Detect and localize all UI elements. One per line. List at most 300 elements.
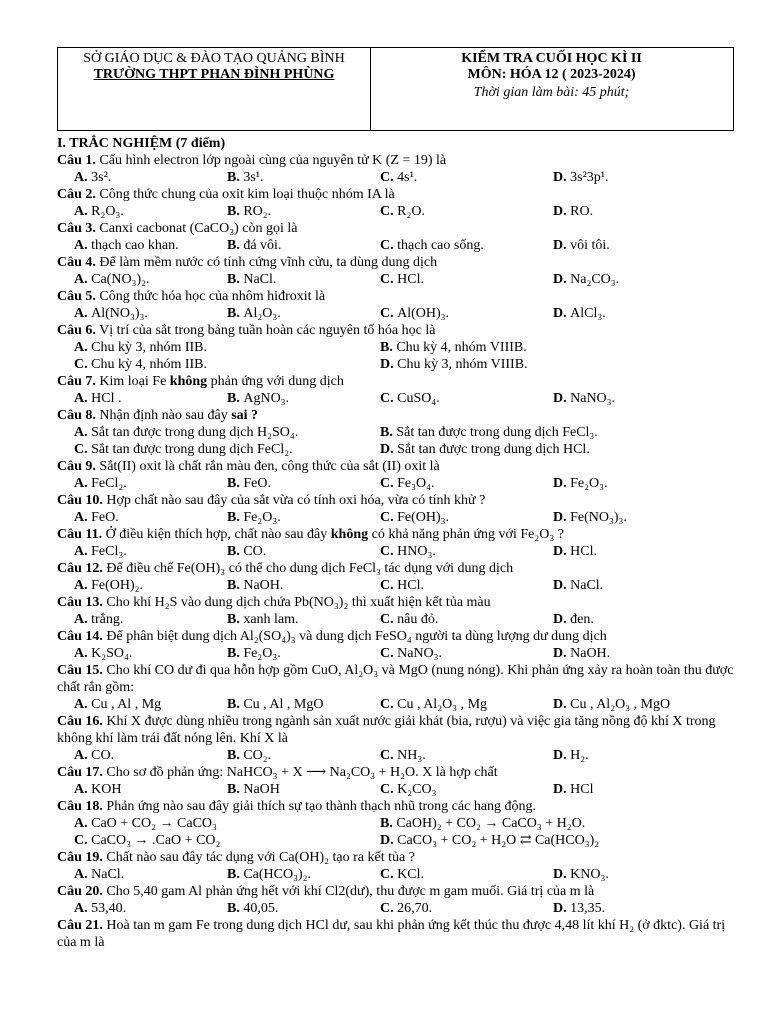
option-letter: C. xyxy=(380,782,398,797)
answer-row xyxy=(57,577,737,594)
answer-option-c[interactable] xyxy=(380,611,438,628)
option-letter: C. xyxy=(380,306,398,321)
option-letter: D. xyxy=(553,306,571,321)
answer-row xyxy=(57,645,737,662)
option-letter: A. xyxy=(74,748,92,763)
answer-option-a[interactable] xyxy=(74,424,298,441)
answer-option-a[interactable] xyxy=(74,169,111,186)
option-letter: C. xyxy=(380,867,398,882)
option-letter: A. xyxy=(74,697,92,712)
question-text: sai ? xyxy=(231,408,259,423)
question-stem xyxy=(57,917,737,951)
question-text: Cho 5,40 gam Al phản ứng hết với khí Cl2(dư), thu được m gam muối. Giá trị của m là xyxy=(102,884,595,899)
option-letter: B. xyxy=(380,425,397,440)
option-text: FeCl₃. xyxy=(91,544,127,559)
question-stem xyxy=(57,764,737,781)
option-letter: B. xyxy=(227,782,244,797)
question-text: Để làm mềm nước có tính cứng vĩnh cửu, ta dùng dung dịch xyxy=(95,255,438,270)
option-letter: D. xyxy=(553,272,571,287)
answer-option-a[interactable] xyxy=(74,747,114,764)
option-text: NaOH. xyxy=(243,578,284,593)
option-text: CaOH)₂ + CO₂ → CaCO₃ + H₂O. xyxy=(396,816,586,831)
answer-row xyxy=(57,475,737,492)
answer-row xyxy=(57,424,737,441)
question-text: phản ứng với dung dịch xyxy=(207,374,344,389)
option-letter: A. xyxy=(74,204,92,219)
option-text: R₂O. xyxy=(397,204,425,219)
answer-option-b[interactable] xyxy=(227,900,278,917)
option-letter: B. xyxy=(227,510,244,525)
option-text: 40,05. xyxy=(243,901,279,916)
option-text: NaCl. xyxy=(91,867,125,882)
answer-option-a[interactable] xyxy=(74,475,127,492)
answer-option-d[interactable] xyxy=(553,645,610,662)
option-text: 3s¹. xyxy=(243,170,264,185)
option-letter: C. xyxy=(74,833,92,848)
answer-row xyxy=(57,832,737,849)
answer-option-a[interactable] xyxy=(74,815,217,832)
option-letter: C. xyxy=(74,357,92,372)
answer-option-a[interactable] xyxy=(74,203,124,220)
answer-option-c[interactable] xyxy=(380,475,435,492)
option-text: Chu kỳ 3, nhóm VIIIB. xyxy=(397,357,528,372)
answer-option-d[interactable] xyxy=(553,747,589,764)
question-text: Để phân biệt dung dịch Al₂(SO₄)₃ và dung dịch FeSO₄ người ta dùng lượng dư dung dịch xyxy=(102,629,607,644)
option-letter: B. xyxy=(227,204,244,219)
question-stem xyxy=(57,526,737,543)
option-text: HCl xyxy=(570,782,594,797)
option-letter: C. xyxy=(380,170,398,185)
option-letter: A. xyxy=(74,578,92,593)
option-letter: B. xyxy=(227,544,244,559)
option-letter: A. xyxy=(74,612,92,627)
question-number: Câu 13. xyxy=(57,595,103,610)
option-letter: A. xyxy=(74,544,92,559)
question-number: Câu 20. xyxy=(57,884,103,899)
section-title: I. TRẮC NGHIỆM (7 điểm) xyxy=(57,136,226,151)
option-text: Al(NO₃)₃. xyxy=(91,306,148,321)
option-letter: D. xyxy=(380,442,398,457)
answer-row xyxy=(57,271,737,288)
answer-row xyxy=(57,356,737,373)
answer-row xyxy=(57,509,737,526)
answer-option-a[interactable] xyxy=(74,305,148,322)
question-number: Câu 3. xyxy=(57,221,96,236)
answer-row xyxy=(57,543,737,560)
question-number: Câu 12. xyxy=(57,561,103,576)
question-text: Để điều chế Fe(OH)₃ có thể cho dung dịch FeCl₃ tác dụng với dung dịch xyxy=(102,561,514,576)
answer-option-c[interactable] xyxy=(380,271,424,288)
option-text: K₂SO₄. xyxy=(91,646,133,661)
question-stem xyxy=(57,594,737,611)
answer-option-a[interactable] xyxy=(74,577,143,594)
option-text: Cu , Al₂O₃ , Mg xyxy=(397,697,488,712)
answer-option-c[interactable] xyxy=(380,645,442,662)
option-text: CO₂. xyxy=(243,748,272,763)
answer-option-c[interactable] xyxy=(74,832,220,849)
question-text: Vị trí của sắt trong bảng tuần hoàn các nguyên tố hóa học là xyxy=(95,323,436,338)
answer-row xyxy=(57,611,737,628)
question-number: Câu 18. xyxy=(57,799,103,814)
question-number: Câu 16. xyxy=(57,714,103,729)
question-stem xyxy=(57,798,737,815)
answer-option-d[interactable] xyxy=(553,169,608,186)
option-letter: B. xyxy=(227,612,244,627)
answer-option-c[interactable] xyxy=(380,543,436,560)
option-text: NaNO₃. xyxy=(570,391,616,406)
answer-option-c[interactable] xyxy=(380,390,440,407)
option-text: Chu kỳ 4, nhóm VIIIB. xyxy=(396,340,527,355)
answer-option-a[interactable] xyxy=(74,339,207,356)
option-text: AlCl₃. xyxy=(570,306,606,321)
answer-option-c[interactable] xyxy=(74,441,293,458)
question-stem xyxy=(57,883,737,900)
option-letter: A. xyxy=(74,170,92,185)
option-letter: D. xyxy=(553,238,571,253)
answer-option-d[interactable] xyxy=(553,271,619,288)
answer-option-c[interactable] xyxy=(380,169,417,186)
option-letter: C. xyxy=(380,476,398,491)
answer-option-d[interactable] xyxy=(553,577,603,594)
option-letter: C. xyxy=(380,238,398,253)
question-number: Câu 2. xyxy=(57,187,96,202)
question-number: Câu 6. xyxy=(57,323,96,338)
answer-option-d[interactable] xyxy=(553,900,605,917)
option-text: Cu , Al₂O₃ , MgO xyxy=(570,697,671,712)
option-text: xanh lam. xyxy=(243,612,299,627)
option-text: Fe(NO₃)₃. xyxy=(570,510,627,525)
option-text: Sắt tan được trong dung dịch HCl. xyxy=(397,442,590,457)
department-name: SỞ GIÁO DỤC & ĐÀO TẠO QUẢNG BÌNH xyxy=(83,51,345,66)
question-text: Cho khí H₂S vào dung dịch chứa Pb(NO₃)₂ thì xuất hiện kết tủa màu xyxy=(102,595,491,610)
option-text: thạch cao khan. xyxy=(91,238,179,253)
answer-option-d[interactable] xyxy=(553,305,606,322)
question-stem xyxy=(57,560,737,577)
question-text: Công thức hóa học của nhôm hiđroxit là xyxy=(95,289,326,304)
option-letter: B. xyxy=(227,272,244,287)
option-letter: D. xyxy=(553,544,571,559)
option-text: FeO. xyxy=(91,510,119,525)
answer-row xyxy=(57,305,737,322)
answer-option-c[interactable] xyxy=(380,509,449,526)
school-name: TRƯỜNG THPT PHAN ĐÌNH PHÙNG xyxy=(93,67,335,82)
option-letter: C. xyxy=(380,544,398,559)
question-stem xyxy=(57,713,737,747)
option-text: đen. xyxy=(570,612,594,627)
option-letter: B. xyxy=(227,476,244,491)
question-stem xyxy=(57,288,737,305)
option-text: CO. xyxy=(91,748,115,763)
question-number: Câu 14. xyxy=(57,629,103,644)
question-number: Câu 4. xyxy=(57,255,96,270)
question-text: Cho khí CO dư đi qua hỗn hợp gồm CuO, Al₂O₃ và MgO (nung nóng). Khi phản ứng xảy ra hoàn toàn thu được chất rắn gồm: xyxy=(57,663,734,695)
question-number: Câu 5. xyxy=(57,289,96,304)
option-letter: B. xyxy=(227,578,244,593)
option-letter: B. xyxy=(380,816,397,831)
question-number: Câu 7. xyxy=(57,374,96,389)
question-stem xyxy=(57,152,737,169)
answer-option-a[interactable] xyxy=(74,390,121,407)
answer-option-b[interactable] xyxy=(227,577,283,594)
answer-row xyxy=(57,815,737,832)
option-letter: A. xyxy=(74,306,92,321)
answer-row xyxy=(57,339,737,356)
answer-option-a[interactable] xyxy=(74,543,127,560)
answer-row xyxy=(57,696,737,713)
option-letter: A. xyxy=(74,476,92,491)
option-text: Al₂O₃. xyxy=(243,306,281,321)
question-text: Cấu hình electron lớp ngoài cùng của nguyên tử K (Z = 19) là xyxy=(95,153,447,168)
question-text: Công thức chung của oxit kim loại thuộc nhóm IA là xyxy=(95,187,395,202)
answer-row xyxy=(57,169,737,186)
answer-option-d[interactable] xyxy=(553,203,593,220)
option-text: Fe(OH)₂. xyxy=(91,578,144,593)
answer-option-a[interactable] xyxy=(74,509,119,526)
option-letter: B. xyxy=(227,646,244,661)
option-text: NaNO₃. xyxy=(397,646,443,661)
answer-option-b[interactable] xyxy=(227,696,323,713)
question-text: Canxi cacbonat (CaCO₃) còn gọi là xyxy=(95,221,298,236)
answer-option-c[interactable] xyxy=(380,781,436,798)
answer-option-d[interactable] xyxy=(553,509,627,526)
question-stem xyxy=(57,407,737,424)
question-text: Ở điều kiện thích hợp, chất nào sau đây xyxy=(102,527,331,542)
option-letter: B. xyxy=(227,867,244,882)
option-text: nâu đỏ. xyxy=(397,612,439,627)
question-number: Câu 10. xyxy=(57,493,103,508)
option-text: Sắt tan được trong dung dịch FeCl₃. xyxy=(396,425,598,440)
answer-option-d[interactable] xyxy=(380,832,599,849)
option-text: NaCl. xyxy=(243,272,277,287)
question-stem xyxy=(57,254,737,271)
option-letter: B. xyxy=(227,697,244,712)
answer-option-a[interactable] xyxy=(74,696,161,713)
answer-option-b[interactable] xyxy=(380,424,598,441)
exam-header xyxy=(57,47,734,131)
answer-option-b[interactable] xyxy=(227,509,281,526)
answer-option-c[interactable] xyxy=(380,747,426,764)
answer-row xyxy=(57,203,737,220)
option-text: thạch cao sống. xyxy=(397,238,484,253)
option-letter: A. xyxy=(74,510,92,525)
option-text: NaOH. xyxy=(570,646,611,661)
answer-option-a[interactable] xyxy=(74,781,121,798)
answer-option-d[interactable] xyxy=(553,696,670,713)
option-text: 13,35. xyxy=(570,901,606,916)
option-text: FeCl₂. xyxy=(91,476,127,491)
option-text: Fe₂O₃. xyxy=(243,510,281,525)
answer-option-c[interactable] xyxy=(380,237,484,254)
option-text: Sắt tan được trong dung dịch FeCl₂. xyxy=(91,442,293,457)
option-letter: D. xyxy=(380,833,398,848)
option-letter: D. xyxy=(553,646,571,661)
option-letter: C. xyxy=(380,391,398,406)
option-text: HNO₃. xyxy=(397,544,436,559)
option-text: Fe(OH)₃. xyxy=(397,510,450,525)
answer-option-a[interactable] xyxy=(74,611,123,628)
option-text: KCl. xyxy=(397,867,424,882)
option-text: 3s². xyxy=(91,170,112,185)
option-text: HCl. xyxy=(397,578,424,593)
answer-row xyxy=(57,390,737,407)
option-text: Chu kỳ 3, nhóm IIB. xyxy=(91,340,208,355)
answer-option-b[interactable] xyxy=(227,645,281,662)
answer-option-a[interactable] xyxy=(74,866,124,883)
option-letter: D. xyxy=(553,901,571,916)
answer-option-b[interactable] xyxy=(227,203,271,220)
option-text: RO₂. xyxy=(243,204,272,219)
answer-option-c[interactable] xyxy=(380,203,425,220)
answer-row xyxy=(57,900,737,917)
option-text: HCl. xyxy=(570,544,597,559)
answer-option-d[interactable] xyxy=(553,866,609,883)
option-text: KNO₃. xyxy=(570,867,609,882)
option-text: R₂O₃. xyxy=(91,204,124,219)
option-letter: D. xyxy=(553,476,571,491)
option-letter: D. xyxy=(553,697,571,712)
option-letter: C. xyxy=(380,578,398,593)
question-text: Cho sơ đồ phản ứng: NaHCO₃ + X ⟶ Na₂CO₃ + H₂O. X là hợp chất xyxy=(102,765,498,780)
option-text: Al(OH)₃. xyxy=(397,306,450,321)
question-number: Câu 15. xyxy=(57,663,103,678)
option-letter: B. xyxy=(227,391,244,406)
answer-option-c[interactable] xyxy=(74,356,207,373)
answer-option-b[interactable] xyxy=(227,305,281,322)
question-text: Khí X được dùng nhiều trong ngành sản xuất nước giải khát (bia, rượu) và việc gia tăng nồng độ khí X trong không khí làm trái đất nóng lên. Khí X là xyxy=(57,714,716,746)
option-letter: C. xyxy=(380,697,398,712)
answer-option-d[interactable] xyxy=(553,781,593,798)
answer-option-b[interactable] xyxy=(380,339,527,356)
answer-option-c[interactable] xyxy=(380,577,424,594)
option-letter: C. xyxy=(380,510,398,525)
question-stem xyxy=(57,849,737,866)
option-letter: B. xyxy=(227,238,244,253)
answer-option-b[interactable] xyxy=(227,781,280,798)
option-letter: D. xyxy=(553,510,571,525)
answer-option-c[interactable] xyxy=(380,866,424,883)
answer-option-d[interactable] xyxy=(553,543,597,560)
option-letter: B. xyxy=(227,748,244,763)
answer-option-d[interactable] xyxy=(553,237,610,254)
answer-option-a[interactable] xyxy=(74,271,149,288)
answer-option-d[interactable] xyxy=(553,611,594,628)
answer-option-c[interactable] xyxy=(380,696,487,713)
option-letter: A. xyxy=(74,867,92,882)
question-number: Câu 19. xyxy=(57,850,103,865)
answer-option-b[interactable] xyxy=(380,815,585,832)
option-text: NaCl. xyxy=(570,578,604,593)
option-text: CaCO₃ → .CaO + CO₂ xyxy=(91,833,221,848)
question-text: không xyxy=(330,527,369,542)
question-text: Kim loại Fe xyxy=(95,374,170,389)
option-text: HCl. xyxy=(397,272,424,287)
question-stem xyxy=(57,373,737,390)
option-text: đá vôi. xyxy=(243,238,282,253)
option-text: AgNO₃. xyxy=(243,391,290,406)
option-letter: D. xyxy=(553,391,571,406)
answer-option-b[interactable] xyxy=(227,866,311,883)
answer-option-b[interactable] xyxy=(227,169,264,186)
question-text: Nhận định nào sau đây xyxy=(95,408,232,423)
question-stem xyxy=(57,322,737,339)
question-text: có khả năng phản ứng với Fe₂O₃ ? xyxy=(368,527,564,542)
time-limit: Thời gian làm bài: 45 phút; xyxy=(473,85,630,100)
answer-row xyxy=(57,781,737,798)
option-letter: C. xyxy=(380,612,398,627)
option-letter: C. xyxy=(74,442,92,457)
option-text: 26,70. xyxy=(397,901,433,916)
answer-option-b[interactable] xyxy=(227,237,281,254)
option-letter: D. xyxy=(553,867,571,882)
answer-option-b[interactable] xyxy=(227,475,271,492)
option-letter: C. xyxy=(380,272,398,287)
question-stem xyxy=(57,662,737,696)
answer-option-a[interactable] xyxy=(74,645,132,662)
option-text: Fe₃O₄. xyxy=(397,476,435,491)
question-text: Chất nào sau đây tác dụng với Ca(OH)₂ tạo ra kết tủa ? xyxy=(102,850,415,865)
question-number: Câu 17. xyxy=(57,765,103,780)
answer-option-b[interactable] xyxy=(227,390,289,407)
answer-option-b[interactable] xyxy=(227,543,266,560)
answer-option-c[interactable] xyxy=(380,900,432,917)
answer-option-a[interactable] xyxy=(74,900,126,917)
option-text: NaOH xyxy=(243,782,280,797)
question-stem xyxy=(57,628,737,645)
question-text: Hoà tan m gam Fe trong dung dịch HCl dư, sau khi phản ứng kết thúc thu được 4,48 lít khí H₂ (ở đktc). Giá trị của m là xyxy=(57,918,726,950)
question-text: Sắt(II) oxit là chất rắn màu đen, công thức của sắt (II) oxit là xyxy=(95,459,440,474)
answer-option-d[interactable] xyxy=(553,390,615,407)
answer-option-b[interactable] xyxy=(227,611,299,628)
option-text: 53,40. xyxy=(91,901,127,916)
answer-option-b[interactable] xyxy=(227,271,276,288)
option-letter: B. xyxy=(227,170,244,185)
question-text: không xyxy=(169,374,208,389)
question-text: Hợp chất nào sau đây của sắt vừa có tính oxi hóa, vừa có tính khử ? xyxy=(102,493,486,508)
option-text: NH₃. xyxy=(397,748,426,763)
option-letter: A. xyxy=(74,816,92,831)
option-text: Na₂CO₃. xyxy=(570,272,620,287)
option-text: Ca(HCO₃)₂. xyxy=(243,867,312,882)
option-text: Fe₂O₃. xyxy=(243,646,281,661)
answer-row xyxy=(57,747,737,764)
question-number: Câu 11. xyxy=(57,527,103,542)
answer-option-a[interactable] xyxy=(74,237,179,254)
option-text: Cu , Al , MgO xyxy=(243,697,324,712)
answer-option-d[interactable] xyxy=(380,441,590,458)
option-letter: D. xyxy=(553,782,571,797)
answer-option-d[interactable] xyxy=(553,475,608,492)
question-number: Câu 1. xyxy=(57,153,96,168)
option-text: Ca(NO₃)₂. xyxy=(91,272,150,287)
answer-option-d[interactable] xyxy=(380,356,528,373)
option-letter: D. xyxy=(553,170,571,185)
option-letter: B. xyxy=(227,901,244,916)
option-text: FeO. xyxy=(243,476,271,491)
answer-option-b[interactable] xyxy=(227,747,271,764)
question-stem xyxy=(57,492,737,509)
option-letter: A. xyxy=(74,782,92,797)
option-text: CuSO₄. xyxy=(397,391,440,406)
question-stem xyxy=(57,458,737,475)
question-text: Phản ứng nào sau đây giải thích sự tạo thành thạch nhũ trong các hang động. xyxy=(102,799,537,814)
question-number: Câu 8. xyxy=(57,408,96,423)
option-letter: A. xyxy=(74,340,92,355)
answer-row xyxy=(57,866,737,883)
exam-title: KIỂM TRA CUỐI HỌC KÌ II xyxy=(461,51,642,66)
answer-option-c[interactable] xyxy=(380,305,449,322)
option-letter: C. xyxy=(380,646,398,661)
subject-line: MÔN: HÓA 12 ( 2023-2024) xyxy=(467,67,636,82)
